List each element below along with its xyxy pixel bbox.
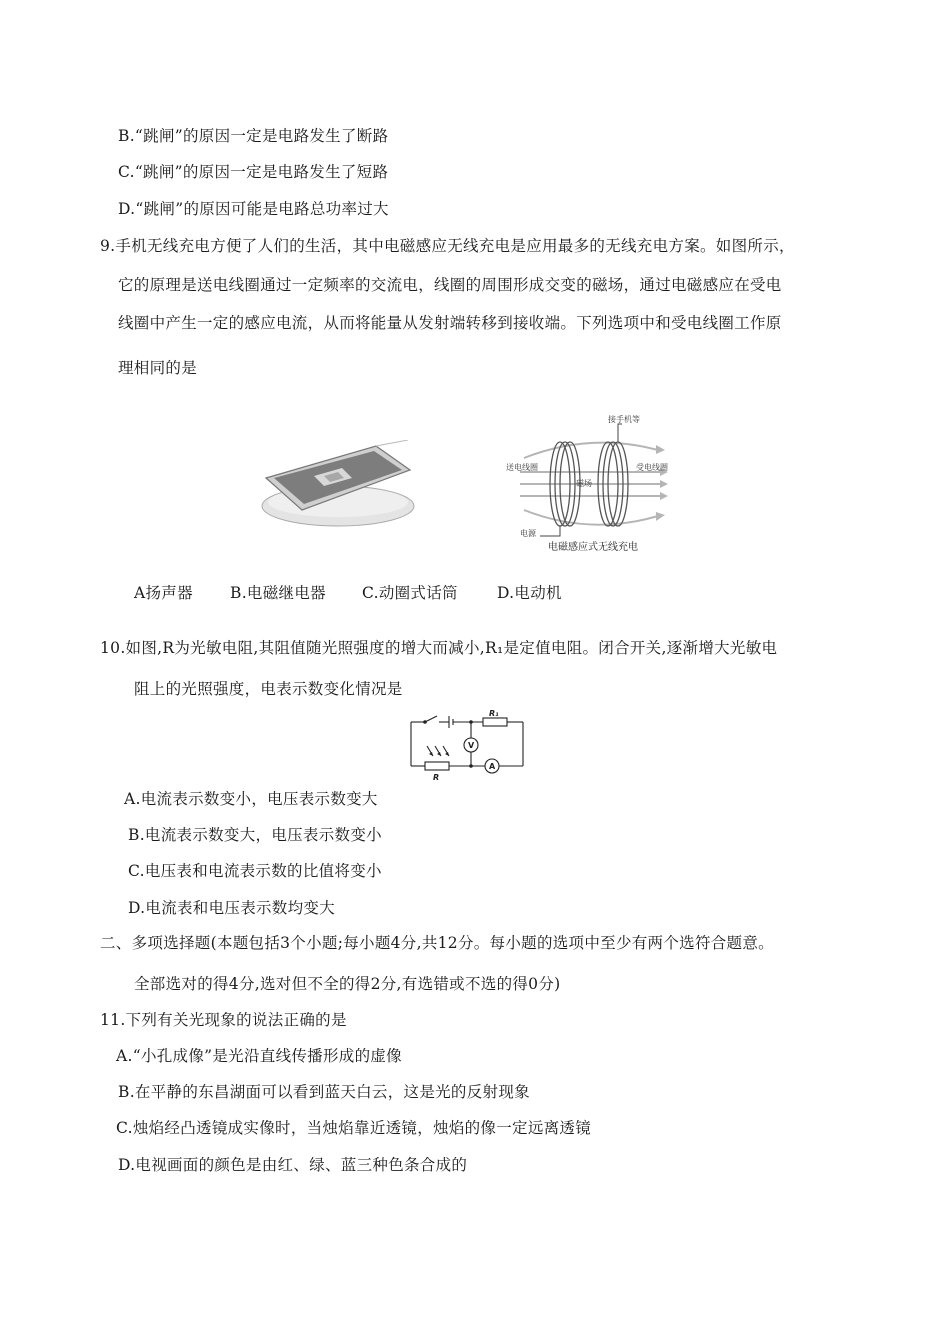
power-label: 电源 — [520, 529, 536, 538]
q9-stem-line4: 理相同的是 — [118, 359, 198, 377]
coil-diagram-figure — [500, 412, 675, 557]
q11-option-d: D.电视画面的颜色是由红、绿、蓝三种色条合成的 — [118, 1156, 468, 1174]
receiver-label: 接手机等 — [608, 415, 640, 424]
q8-option-d: D.“跳闸”的原因可能是电路总功率过大 — [118, 200, 389, 218]
figure-caption: 电磁感应式无线充电 — [548, 542, 638, 553]
receive-coil-label: 受电线圈 — [636, 463, 668, 472]
q11-option-a: A.“小孔成像”是光沿直线传播形成的虚像 — [116, 1047, 402, 1065]
q11-stem: 11.下列有关光现象的说法正确的是 — [100, 1011, 347, 1029]
q8-option-b: B.“跳闸”的原因一定是电路发生了断路 — [118, 127, 389, 145]
section2-heading-line1: 二、多项选择题(本题包括3个小题;每小题4分,共12分。每小题的选项中至少有两个选符合题意。 — [100, 934, 774, 952]
q9-stem-line1: 9.手机无线充电方便了人们的生活，其中电磁感应无线充电是应用最多的无线充电方案。如图所示， — [100, 237, 795, 255]
q10-stem-line1: 10.如图,R为光敏电阻,其阻值随光照强度的增大而减小,R₁是定值电阻。闭合开关,逐渐增大光敏电 — [100, 639, 778, 657]
voltmeter-label: V — [468, 741, 475, 750]
q10-stem-line2: 阻上的光照强度，电表示数变化情况是 — [134, 680, 403, 698]
q9-option-d: D.电动机 — [497, 584, 562, 602]
q9-option-a: A扬声器 — [134, 584, 193, 602]
q9-stem-line3: 线圈中产生一定的感应电流，从而将能量从发射端转移到接收端。下列选项中和受电线圈工作原 — [118, 314, 782, 332]
q8-option-c: C.“跳闸”的原因一定是电路发生了短路 — [118, 163, 389, 181]
phone-charger-figure — [258, 440, 418, 530]
q9-option-c: C.动圈式话筒 — [362, 584, 458, 602]
field-label: 磁场 — [576, 479, 592, 488]
q9-stem-line2: 它的原理是送电线圈通过一定频率的交流电，线圈的周围形成交变的磁场，通过电磁感应在受电 — [118, 276, 782, 294]
q11-option-b: B.在平静的东昌湖面可以看到蓝天白云，这是光的反射现象 — [118, 1083, 530, 1101]
q10-option-d: D.电流表和电压表示数均变大 — [128, 899, 336, 917]
send-coil-label: 送电线圈 — [506, 463, 538, 472]
q10-option-b: B.电流表示数变大，电压表示数变小 — [128, 826, 382, 844]
section2-heading-line2: 全部选对的得4分,选对但不全的得2分,有选错或不选的得0分) — [134, 975, 561, 993]
q10-option-c: C.电压表和电流表示数的比值将变小 — [128, 862, 382, 880]
q9-option-b: B.电磁继电器 — [230, 584, 326, 602]
q10-option-a: A.电流表示数变小，电压表示数变大 — [124, 790, 378, 808]
r-label: R — [433, 773, 440, 782]
r1-label: R₁ — [489, 709, 499, 718]
ammeter-label: A — [489, 762, 496, 771]
circuit-diagram — [405, 708, 535, 782]
q11-option-c: C.烛焰经凸透镜成实像时，当烛焰靠近透镜，烛焰的像一定远离透镜 — [116, 1119, 592, 1137]
